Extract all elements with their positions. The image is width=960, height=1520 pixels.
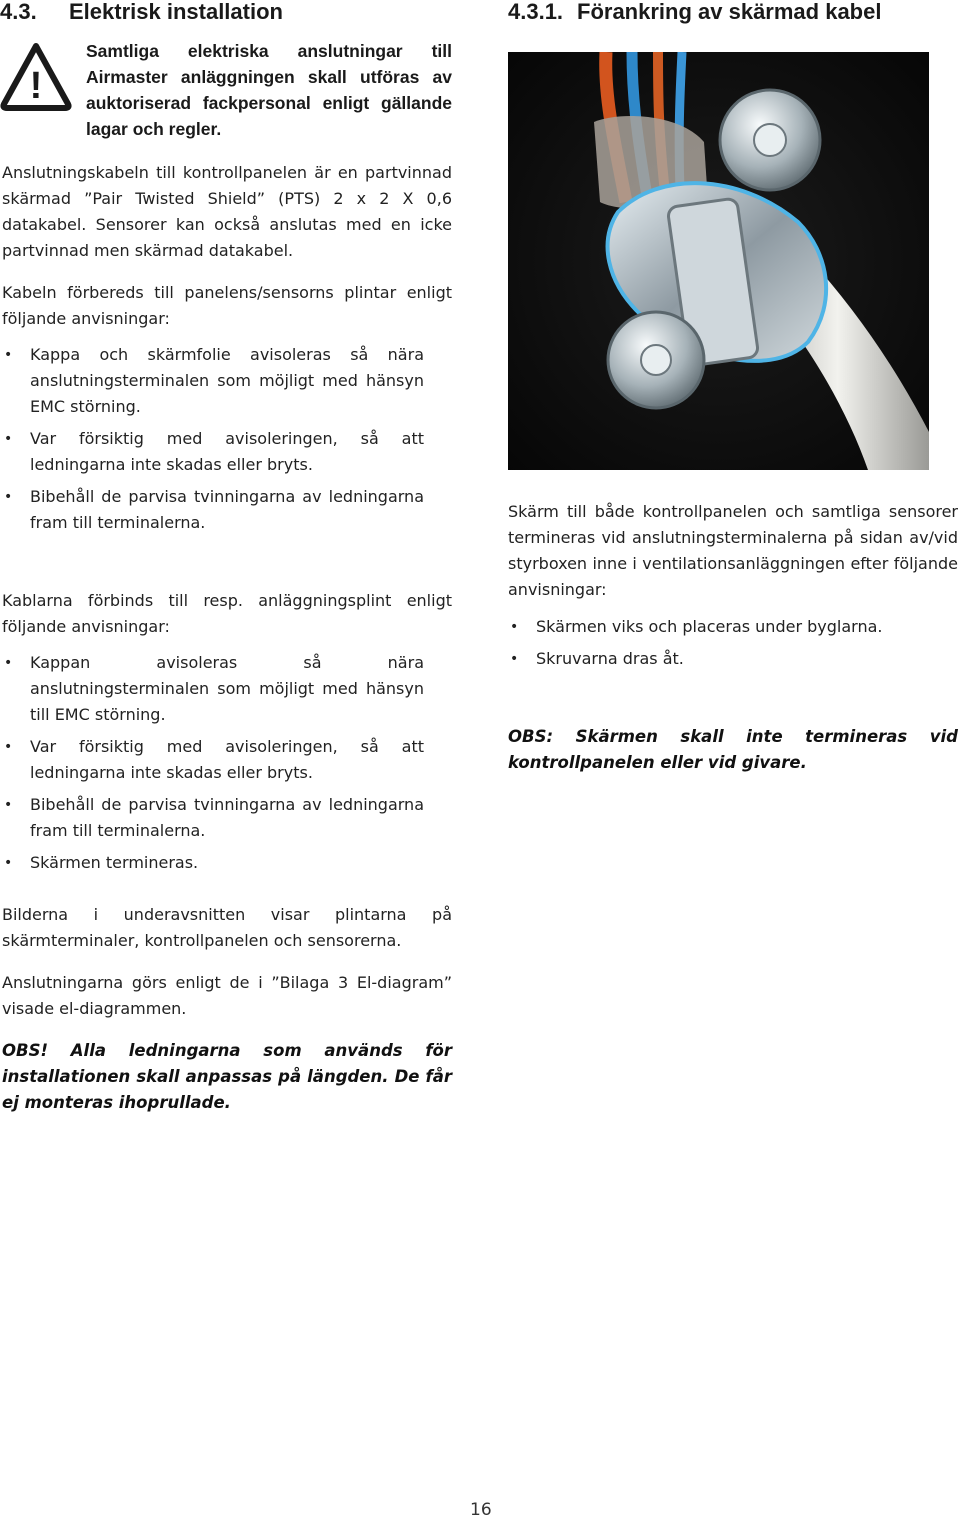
shield-termination-paragraph: Skärm till både kontrollpanelen och samtliga sensorer termineras vid anslutningsterminalerna på sidan av/vid styrboxen inne i ventilationsanläggningen efter följande anvisningar: — [508, 502, 958, 599]
page-number: 16 — [470, 1500, 492, 1520]
list-item: • Skruvarna dras åt. — [510, 649, 684, 668]
images-paragraph: Bilderna i underavsnitten visar plintarna på skärmterminaler, kontrollpanelen och sensorerna. — [2, 905, 452, 950]
prep-instructions-list — [2, 342, 424, 542]
shield-steps-list — [508, 614, 958, 678]
warning-symbol: ! — [29, 65, 43, 107]
list-item: • Skärmen viks och placeras under byglarna. — [510, 617, 883, 636]
list-item: • Var försiktig med avisoleringen, så att ledningarna inte skadas eller bryts. — [4, 737, 424, 782]
obs-note-right: OBS: Skärmen skall inte termineras vid kontrollpanelen eller vid givare. — [508, 727, 958, 772]
prep-paragraph: Kabeln förbereds till panelens/sensorns plintar enligt följande anvisningar: — [2, 283, 452, 328]
warning-text: Samtliga elektriska anslutningar till Airmaster anläggningen skall utföras av auktoriserad fackpersonal enligt gällande lagar och regler. — [86, 41, 452, 139]
intro-paragraph-cable: Anslutningskabeln till kontrollpanelen är en partvinnad skärmad ”Pair Twisted Shield” (PTS) 2 x 2 X 0,6 datakabel. Sensorer kan också anslutas med en icke partvinnad men skärmad datakabel. — [2, 163, 452, 260]
connect-paragraph: Kablarna förbinds till resp. anläggningsplint enligt följande anvisningar: — [2, 591, 452, 636]
warning-triangle-icon — [0, 40, 72, 112]
cable-clamp-photo — [508, 52, 929, 470]
list-item: • Bibehåll de parvisa tvinningarna av ledningarna fram till terminalerna. — [4, 487, 424, 532]
list-item: • Var försiktig med avisoleringen, så att ledningarna inte skadas eller bryts. — [4, 429, 424, 474]
section-title: Elektrisk installation — [69, 0, 283, 24]
obs-note-left: OBS! Alla ledningarna som används för installationen skall anpassas på längden. De får ej monteras ihoprullade. — [2, 1041, 452, 1112]
section-number: 4.3.1. — [508, 0, 564, 24]
diagram-paragraph: Anslutningarna görs enligt de i ”Bilaga 3 El-diagram” visade el-diagrammen. — [2, 973, 452, 1018]
list-item: • Skärmen termineras. — [4, 853, 199, 872]
list-item: • Kappa och skärmfolie avisoleras så nära anslutningsterminalen som möjligt med hänsyn EMC störning. — [4, 345, 424, 416]
section-number: 4.3. — [0, 0, 37, 24]
section-heading-4-3-1 — [508, 0, 881, 24]
connect-instructions-list — [2, 650, 424, 882]
list-item: • Bibehåll de parvisa tvinningarna av ledningarna fram till terminalerna. — [4, 795, 424, 840]
section-title: Förankring av skärmad kabel — [577, 0, 882, 24]
list-item: • Kappan avisoleras så nära anslutningsterminalen som möjligt med hänsyn till EMC störning. — [4, 653, 424, 724]
section-heading-4-3 — [0, 0, 283, 24]
